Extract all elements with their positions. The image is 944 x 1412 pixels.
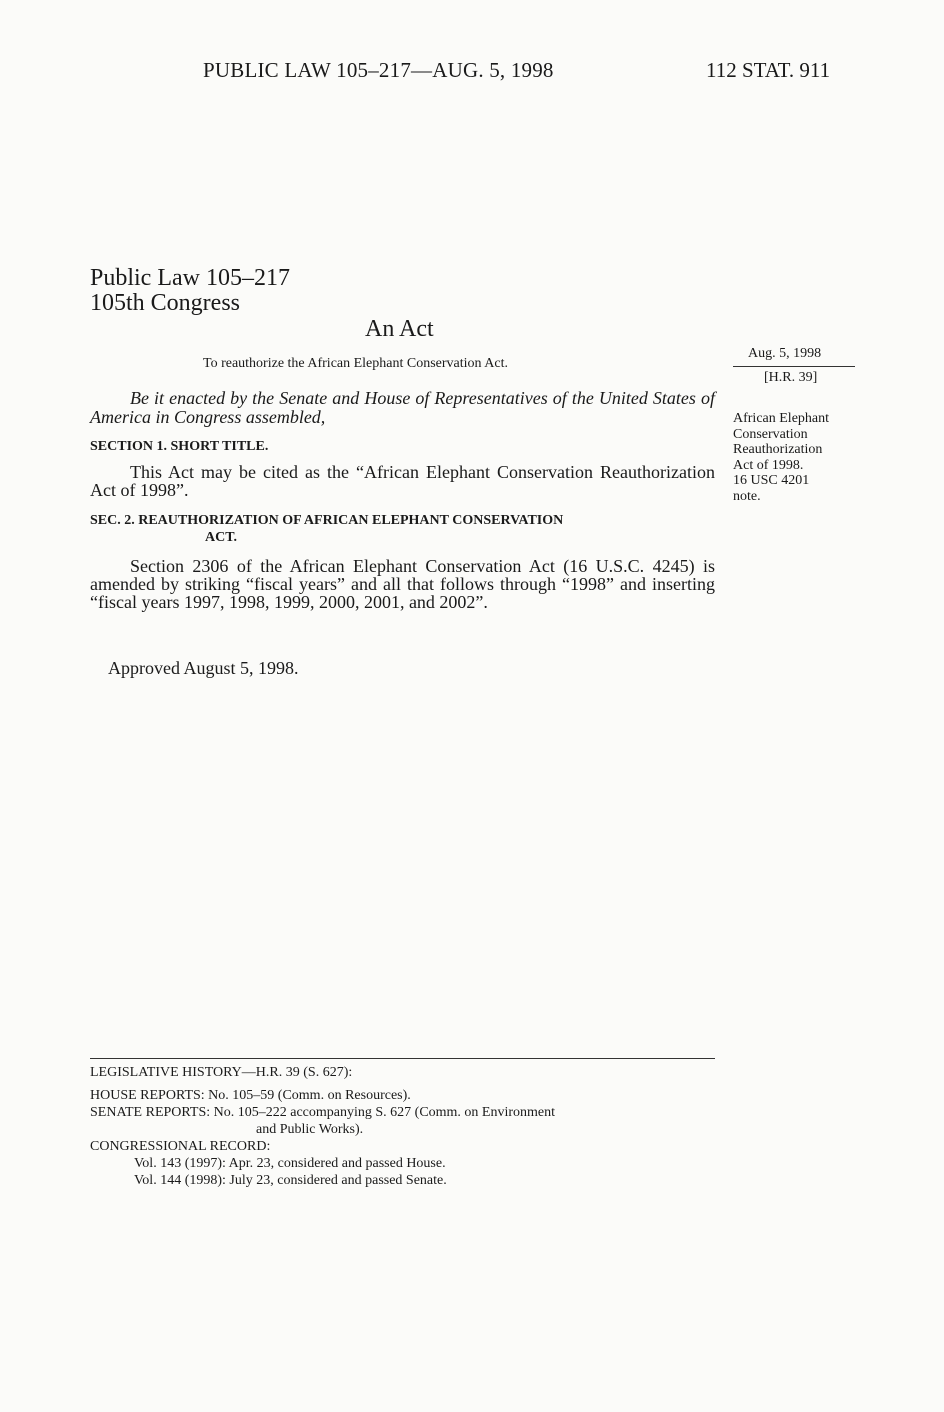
margin-divider	[733, 366, 855, 367]
act-heading: An Act	[365, 316, 434, 342]
running-header-left: PUBLIC LAW 105–217—AUG. 5, 1998	[203, 58, 554, 82]
statute-page-number: 112 STAT. 911	[706, 58, 831, 82]
margin-bill-number: [H.R. 39]	[764, 370, 818, 385]
legislative-history	[90, 1064, 715, 1189]
section-2-text	[90, 557, 715, 611]
margin-note-line: 16 USC 4201	[733, 473, 810, 488]
enacting-clause-text: Be it enacted by the Senate and House of Representatives of the United States of America in Congress assembled,	[90, 388, 715, 427]
house-reports: HOUSE REPORTS: No. 105–59 (Comm. on Resources).	[90, 1088, 411, 1103]
section-2-heading	[90, 512, 715, 546]
record-volume: Vol. 143 (1997): Apr. 23, considered and passed House.	[134, 1156, 446, 1171]
section-2-heading-line1: SEC. 2. REAUTHORIZATION OF AFRICAN ELEPHANT CONSERVATION	[90, 513, 564, 528]
congress-number: 105th Congress	[90, 290, 240, 316]
approval-date: Approved August 5, 1998.	[108, 658, 299, 678]
act-purpose: To reauthorize the African Elephant Conservation Act.	[203, 356, 508, 371]
history-divider	[90, 1058, 715, 1059]
margin-note-line: Act of 1998.	[733, 457, 804, 473]
margin-note-line: note.	[733, 488, 761, 504]
section-2-heading-line2: ACT.	[205, 530, 238, 545]
enacting-clause	[90, 389, 715, 427]
margin-note-line: Conservation	[733, 426, 808, 442]
law-number: Public Law 105–217	[90, 265, 290, 291]
record-volume: Vol. 144 (1998): July 23, considered and passed Senate.	[134, 1173, 447, 1188]
section-1-heading: SECTION 1. SHORT TITLE.	[90, 439, 269, 454]
margin-date: Aug. 5, 1998	[748, 346, 822, 361]
margin-note-line: Reauthorization	[733, 442, 823, 457]
section-2-body: Section 2306 of the African Elephant Conservation Act (16 U.S.C. 4245) is amended by striking “fiscal years” and all that follows through “1998” and inserting “fiscal years 1997, 1998, 1999, 2000, 2001, and 2002”.	[90, 556, 715, 612]
section-1-text	[90, 463, 715, 499]
senate-reports: SENATE REPORTS: No. 105–222 accompanying S. 627 (Comm. on Environment	[90, 1105, 556, 1120]
margin-note-line: African Elephant	[733, 411, 830, 426]
legislative-history-title: LEGISLATIVE HISTORY—H.R. 39 (S. 627):	[90, 1065, 353, 1080]
congressional-record: CONGRESSIONAL RECORD:	[90, 1139, 271, 1154]
section-1-body: This Act may be cited as the “African Elephant Conservation Reauthorization Act of 1998”.	[90, 462, 715, 500]
margin-note	[733, 411, 863, 504]
senate-reports-continued: and Public Works).	[256, 1122, 364, 1137]
